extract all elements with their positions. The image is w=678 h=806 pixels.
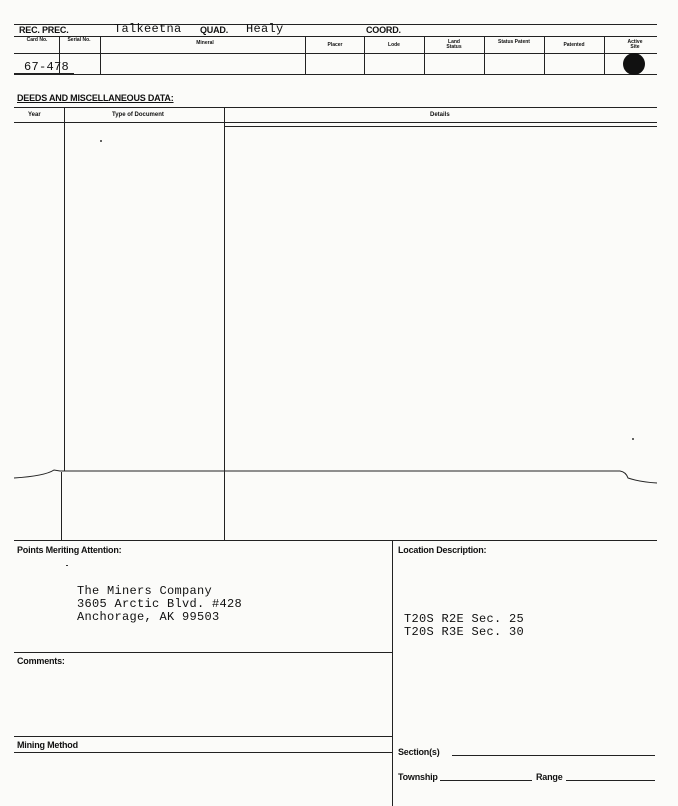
record-table-header-bottom <box>14 53 657 54</box>
points-label: Points Meriting Attention: <box>17 545 122 555</box>
col-status-patent: Status Patent <box>498 39 530 45</box>
speck <box>66 565 68 566</box>
col-land-status: Land Status <box>446 39 462 50</box>
col-patented: Patented <box>563 42 585 48</box>
col-divider <box>484 36 485 74</box>
card-no-underline <box>14 73 74 74</box>
record-table-bottom <box>14 74 657 75</box>
mining-method-rule <box>14 736 392 737</box>
lower-top-rule <box>14 540 657 541</box>
quad-value: Healy <box>246 22 284 36</box>
lower-center-divider <box>392 540 393 806</box>
col-divider <box>364 36 365 74</box>
col-active-site: Active Site <box>627 39 643 50</box>
location-line-2: T20S R3E Sec. 30 <box>404 625 525 639</box>
col-divider <box>544 36 545 74</box>
record-table-top <box>14 36 657 37</box>
col-divider <box>100 36 101 74</box>
deeds-header-rule-2 <box>224 126 657 127</box>
deeds-col-details: Details <box>430 112 450 118</box>
col-mineral: Mineral <box>196 40 214 46</box>
sections-blank <box>452 755 655 756</box>
col-serial-no: Serial No. <box>67 37 91 43</box>
active-site-dot <box>623 53 645 75</box>
deeds-top-rule <box>14 107 657 108</box>
township-label: Township <box>398 772 438 782</box>
points-address-line-1: The Miners Company <box>77 584 213 598</box>
comments-label: Comments: <box>17 656 65 666</box>
mining-method-bottom-rule <box>14 752 392 753</box>
col-card-no: Card No. <box>26 37 48 43</box>
rec-prec-label: REC. PREC. <box>19 25 69 35</box>
coord-label: COORD. <box>366 25 401 35</box>
speck <box>100 140 102 142</box>
location-label: Location Description: <box>398 545 487 555</box>
deeds-header-rule <box>14 122 657 123</box>
speck <box>632 438 634 440</box>
col-placer: Placer <box>327 42 343 48</box>
deeds-col-type: Type of Document <box>112 112 164 118</box>
card-no-value: 67-478 <box>24 60 70 74</box>
col-lode: Lode <box>388 42 400 48</box>
page-join-line <box>0 460 678 490</box>
deeds-title: DEEDS AND MISCELLANEOUS DATA: <box>17 93 174 103</box>
township-blank <box>440 780 532 781</box>
deeds-divider-year <box>64 107 65 471</box>
sections-label: Section(s) <box>398 747 440 757</box>
col-divider <box>305 36 306 74</box>
range-label: Range <box>536 772 563 782</box>
col-divider <box>604 36 605 74</box>
quad-label: QUAD. <box>200 25 228 35</box>
points-address-line-2: 3605 Arctic Blvd. #428 <box>77 597 243 611</box>
mining-method-label: Mining Method <box>17 740 78 750</box>
comments-rule <box>14 652 392 653</box>
rec-prec-value: Talkeetna <box>114 22 182 36</box>
col-divider <box>424 36 425 74</box>
points-address-line-3: Anchorage, AK 99503 <box>77 610 220 624</box>
record-table <box>0 0 678 90</box>
range-blank <box>566 780 655 781</box>
deeds-col-year: Year <box>28 112 41 118</box>
location-line-1: T20S R2E Sec. 25 <box>404 612 525 626</box>
